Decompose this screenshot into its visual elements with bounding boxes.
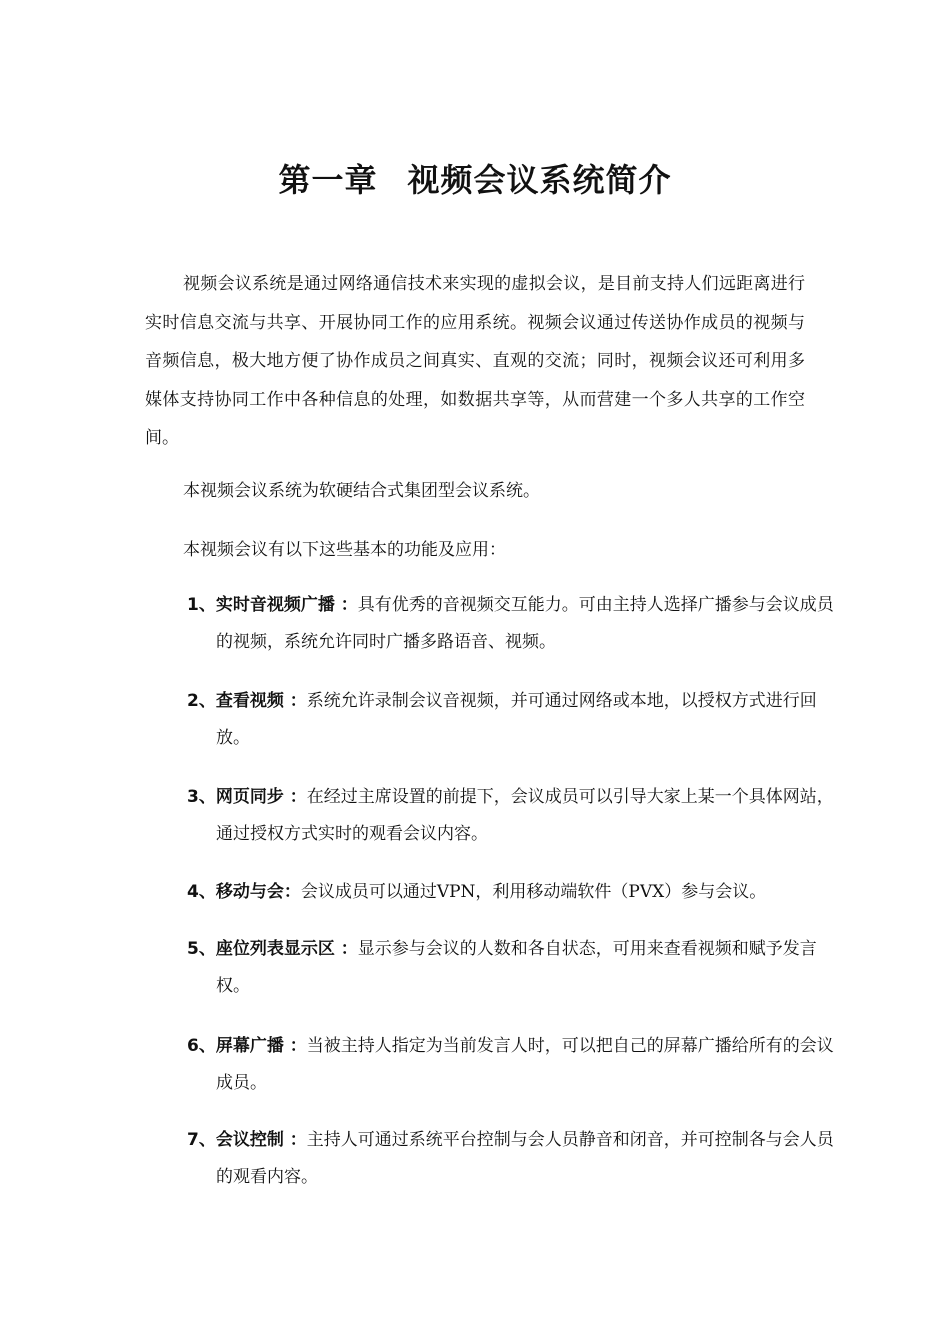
feature-number: 7、: [187, 1130, 216, 1150]
feature-text: 会议成员可以通过VPN，利用移动端软件（PVX）参与会议。: [300, 882, 767, 902]
feature-number: 6、: [187, 1036, 216, 1056]
feature-heading: 查看视频 ：: [215, 691, 307, 711]
chapter-title-text: 视频会议系统简介: [407, 161, 672, 199]
feature-item: [187, 931, 836, 1005]
feature-heading: 网页同步 ：: [215, 787, 307, 807]
feature-number: 1、: [187, 595, 216, 615]
feature-text: 系统允许录制会议音视频，并可通过网络或本地，以授权方式进行回放。: [216, 691, 817, 748]
feature-text: 当被主持人指定为当前发言人时，可以把自己的屏幕广播给所有的会议成员。: [216, 1036, 834, 1093]
feature-item: [187, 1028, 836, 1102]
feature-text: 显示参与会议的人数和各自状态，可用来查看视频和赋予发言权。: [216, 939, 817, 996]
system-type-paragraph: 本视频会议系统为软硬结合式集团型会议系统。: [183, 481, 540, 501]
feature-heading: 移动与会：: [215, 882, 301, 902]
feature-heading: 屏幕广播 ：: [215, 1036, 307, 1056]
feature-number: 5、: [187, 939, 216, 959]
chapter-label: 第一章: [278, 161, 378, 199]
feature-heading: 座位列表显示区 ：: [215, 939, 358, 959]
feature-item: [187, 587, 836, 661]
feature-heading: 会议控制 ：: [215, 1130, 307, 1150]
feature-item: [187, 1122, 836, 1196]
feature-number: 4、: [187, 882, 216, 902]
feature-text: 在经过主席设置的前提下，会议成员可以引导大家上某一个具体网站，通过授权方式实时的观看会议内容。: [216, 787, 834, 844]
feature-item: [187, 683, 836, 757]
chapter-title: [0, 156, 950, 204]
feature-text: 主持人可通过系统平台控制与会人员静音和闭音，并可控制各与会人员的观看内容。: [216, 1130, 834, 1187]
feature-item: [187, 874, 846, 911]
feature-item: [187, 779, 836, 853]
feature-number: 3、: [187, 787, 216, 807]
features-lead-paragraph: 本视频会议有以下这些基本的功能及应用：: [183, 540, 506, 560]
feature-heading: 实时音视频广播 ：: [215, 595, 358, 615]
feature-text: 具有优秀的音视频交互能力。可由主持人选择广播参与会议成员的视频，系统允许同时广播多路语音、视频。: [216, 595, 834, 652]
feature-number: 2、: [187, 691, 216, 711]
intro-paragraph: 视频会议系统是通过网络通信技术来实现的虚拟会议，是目前支持人们远距离进行实时信息交流与共享、开展协同工作的应用系统。视频会议通过传送协作成员的视频与音频信息，极大地方便了协作成员之间真实、直观的交流；同时，视频会议还可利用多媒体支持协同工作中各种信息的处理，如数据共享等，从而营建一个多人共享的工作空间。: [145, 274, 805, 448]
